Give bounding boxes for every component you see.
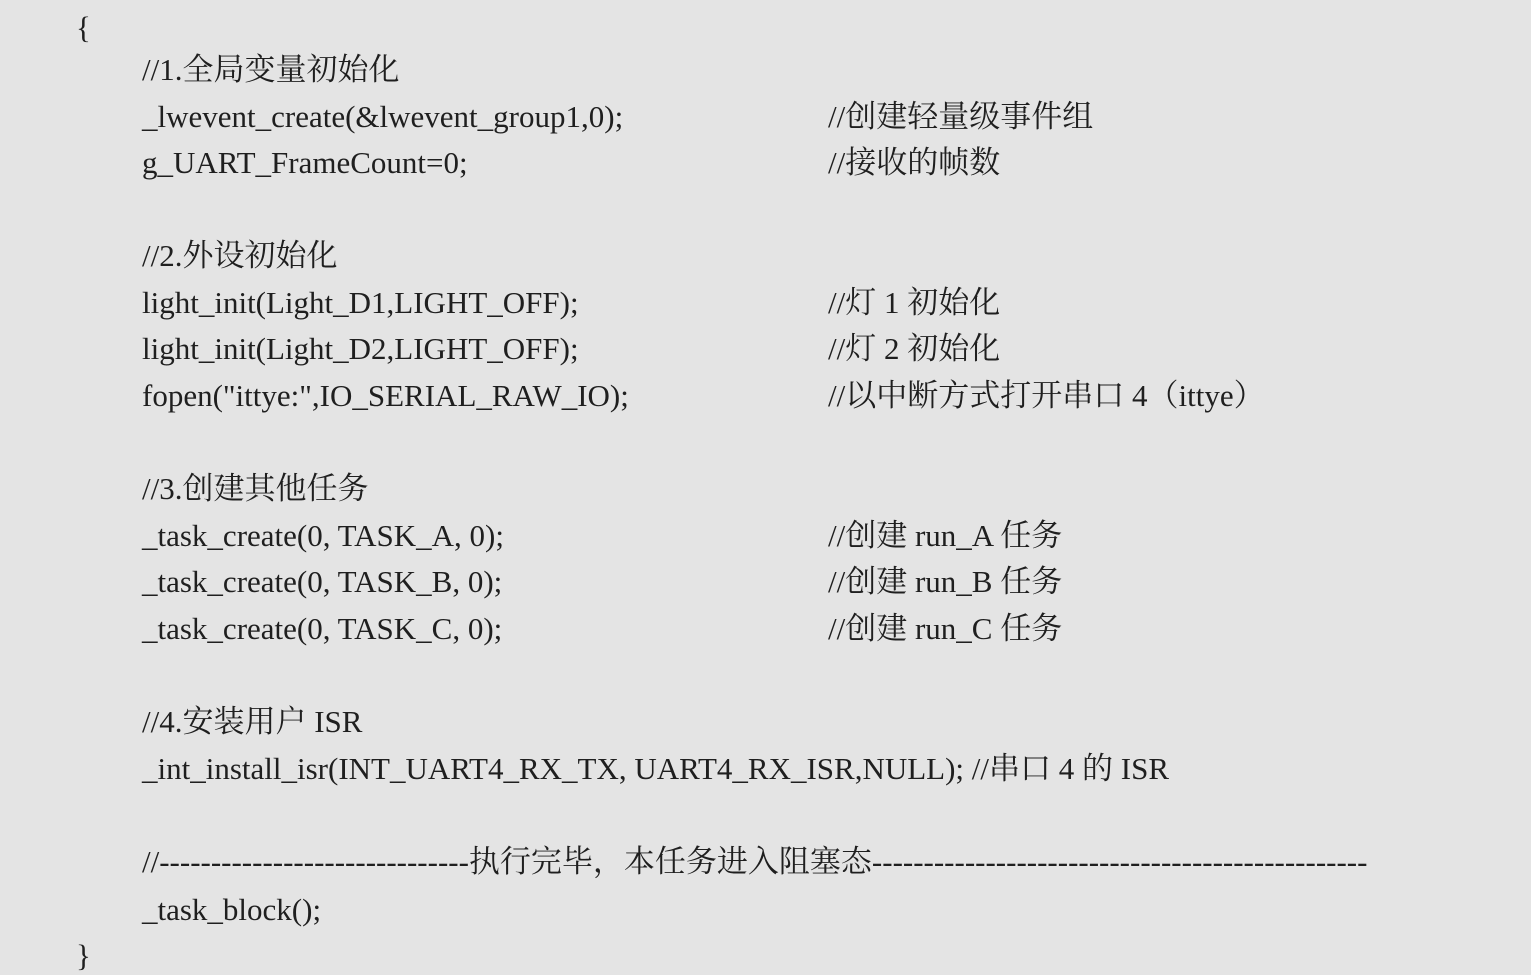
- code-line: _lwevent_create(&lwevent_group1,0);: [142, 99, 624, 134]
- code-line: _task_create(0, TASK_A, 0);: [142, 518, 504, 553]
- section-5-heading: //------------------------------执行完毕，本任务进入阻塞态------------------------------------------------: [142, 844, 1368, 879]
- code-comment: //创建 run_C 任务: [828, 611, 1063, 646]
- code-line: g_UART_FrameCount=0;: [142, 145, 468, 180]
- code-comment: //创建 run_B 任务: [828, 564, 1063, 599]
- section-3-heading: //3.创建其他任务: [142, 471, 369, 506]
- code-line: fopen("ittye:",IO_SERIAL_RAW_IO);: [142, 378, 629, 413]
- code-line: _task_create(0, TASK_C, 0);: [142, 611, 503, 646]
- code-comment: //灯 2 初始化: [828, 331, 1001, 366]
- code-comment: //创建轻量级事件组: [828, 99, 1094, 134]
- open-brace: {: [76, 10, 91, 45]
- code-comment: //接收的帧数: [828, 145, 1001, 180]
- code-comment: //灯 1 初始化: [828, 285, 1001, 320]
- code-line: _task_block();: [142, 892, 322, 927]
- code-line: light_init(Light_D1,LIGHT_OFF);: [142, 285, 579, 320]
- section-4-heading: //4.安装用户 ISR: [142, 704, 363, 739]
- section-2-heading: //2.外设初始化: [142, 238, 338, 273]
- code-line: _task_create(0, TASK_B, 0);: [142, 564, 503, 599]
- code-comment: //以中断方式打开串口 4（ittye）: [828, 378, 1265, 413]
- close-brace: }: [76, 938, 91, 973]
- code-line: _int_install_isr(INT_UART4_RX_TX, UART4_RX_ISR,NULL); //串口 4 的 ISR: [142, 751, 1170, 786]
- code-line: light_init(Light_D2,LIGHT_OFF);: [142, 331, 579, 366]
- code-comment: //创建 run_A 任务: [828, 518, 1063, 553]
- section-1-heading: //1.全局变量初始化: [142, 52, 400, 87]
